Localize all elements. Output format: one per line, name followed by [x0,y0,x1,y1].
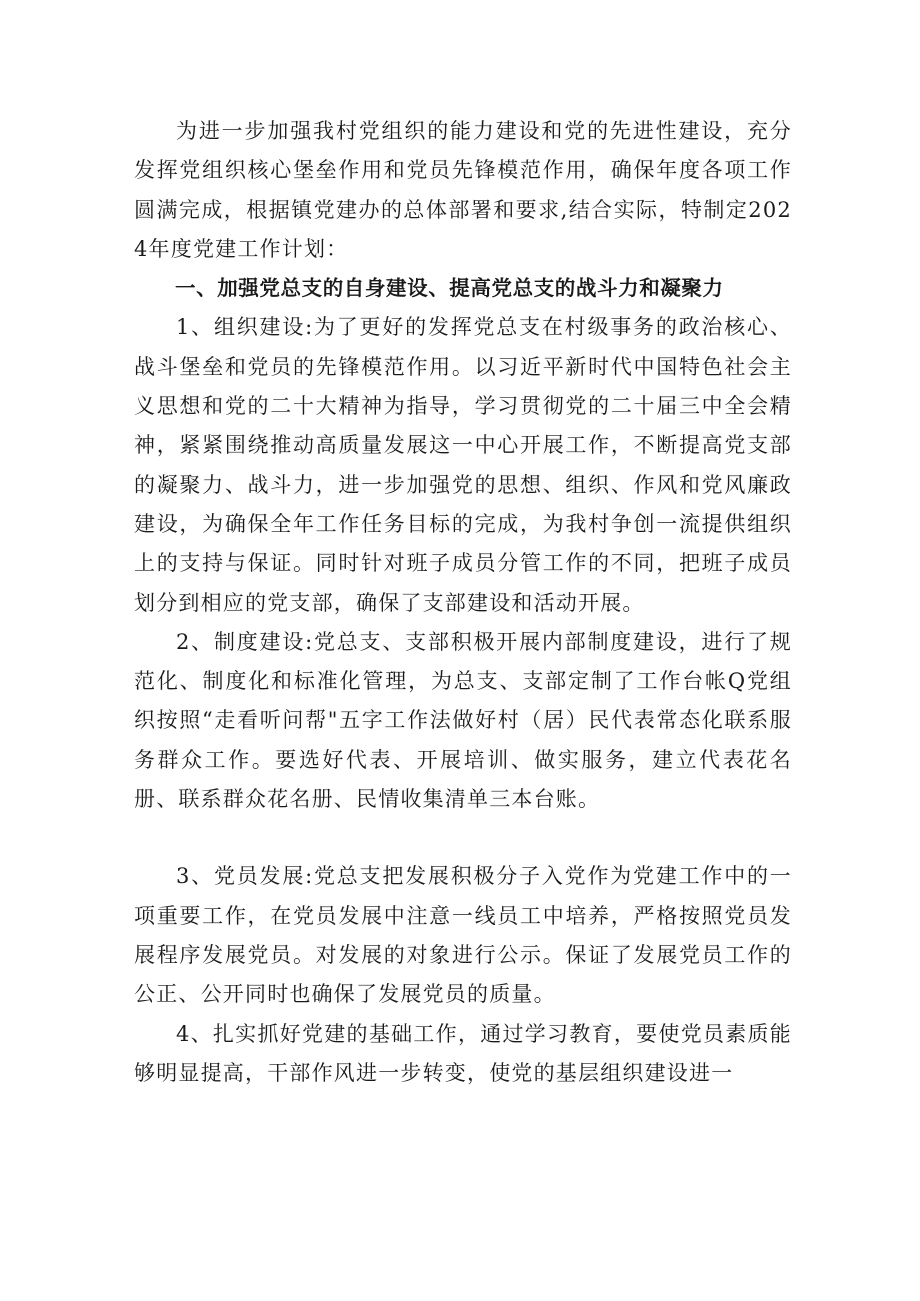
section-heading-1: 一、加强党总支的自身建设、提高党总支的战斗力和凝聚力 [175,276,724,301]
item-2-system-building: 2、制度建设:党总支、支部积极开展内部制度建设，进行了规范化、制度化和标准化管理，为总支、支部定制了工作台帐Q党组织按照“走看听问帮"五字工作法做好村（居）民代表常态化联系服务群众工作。要选好代表、开展培训、做实服务，建立代表花名册、联系群众花名册、民情收集清单三本台账。 [134,629,792,812]
paragraph-gap [134,819,792,857]
intro-paragraph: 为进一步加强我村党组织的能力建设和党的先进性建设，充分发挥党组织核心堡垒作用和党员先锋模范作用，确保年度各项工作圆满完成，根据镇党建办的总体部署和要求,结合实际，特制定2024年度党建工作计划： [134,119,792,261]
item-3-member-development: 3、党员发展:党总支把发展积极分子入党作为党建工作中的一项重要工作，在党员发展中注意一线员工中培养，严格按照党员发展程序发展党员。对发展的对象进行公示。保证了发展党员工作的公正、公开同时也确保了发展党员的质量。 [134,864,792,1007]
document-body [134,112,792,1093]
item-1-organization-building: 1、组织建设:为了更好的发挥党总支在村级事务的政治核心、战斗堡垒和党员的先锋模范作用。以习近平新时代中国特色社会主义思想和党的二十大精神为指导，学习贯彻党的二十届三中全会精神，紧紧围绕推动高质量发展这一中心开展工作，不断提高党支部的凝聚力、战斗力，进一步加强党的思想、组织、作风和党风廉政建设，为确保全年工作任务目标的完成，为我村争创一流提供组织上的支持与保证。同时针对班子成员分管工作的不同，把班子成员划分到相应的党支部，确保了支部建设和活动开展。 [134,315,792,615]
item-4-basic-work: 4、扎实抓好党建的基础工作，通过学习教育，要使党员素质能够明显提高，干部作风进一步转变，使党的基层组织建设进一 [134,1021,792,1085]
